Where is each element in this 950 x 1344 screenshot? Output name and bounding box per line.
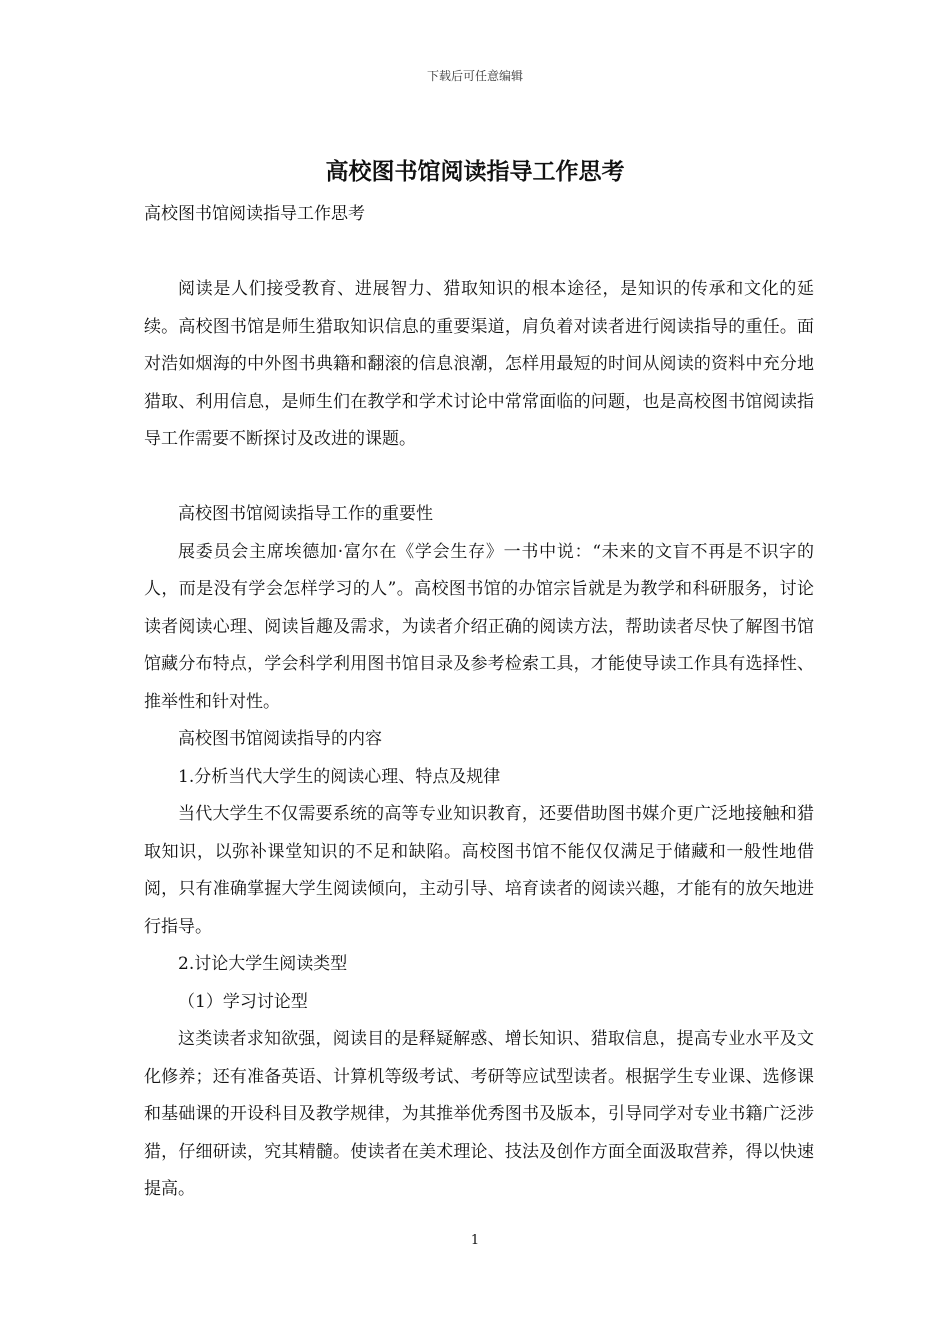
header-note: 下载后可任意编辑 xyxy=(426,69,523,83)
paragraph-importance: 展委员会主席埃德加·富尔在《学会生存》一书中说：“未来的文盲不再是不识字的人，而是没有学会怎样学习的人”。高校图书馆的办馆宗旨就是为教学和科研服务，讨论读者阅读心理、阅读旨趣及需求，为读者介绍正确的阅读方法，帮助读者尽快了解图书馆馆藏分布特点，学会科学利用图书馆目录及参考检索工具，才能使导读工作具有选择性、推举性和针对性。 xyxy=(144,541,814,712)
subsection-heading-2: 2.讨论大学生阅读类型 xyxy=(178,954,348,974)
paragraph-psychology: 当代大学生不仅需要系统的高等专业知识教育，还要借助图书媒介更广泛地接触和猎取知识，以弥补课堂知识的不足和缺陷。高校图书馆不能仅仅满足于储藏和一般性地借阅，只有准确掌握大学生阅读倾向，主动引导、培育读者的阅读兴趣，才能有的放矢地进行指导。 xyxy=(144,804,814,937)
paragraph-gap xyxy=(144,459,814,497)
subsection-heading-2-1: （1）学习讨论型 xyxy=(178,991,308,1012)
document-body xyxy=(144,196,814,1209)
paragraph-intro: 阅读是人们接受教育、进展智力、猎取知识的根本途径，是知识的传承和文化的延续。高校图书馆是师生猎取知识信息的重要渠道，肩负着对读者进行阅读指导的重任。面对浩如烟海的中外图书典籍和翻滚的信息浪潮，怎样用最短的时间从阅读的资料中充分地猎取、利用信息，是师生们在教学和学术讨论中常常面临的问题，也是高校图书馆阅读指导工作需要不断探讨及改进的课题。 xyxy=(144,279,814,449)
paragraph-study-type: 这类读者求知欲强，阅读目的是释疑解惑、增长知识、猎取信息，提高专业水平及文化修养；还有准备英语、计算机等级考试、考研等应试型读者。根据学生专业课、选修课和基础课的开设科目及教学规律，为其推举优秀图书及版本，引导同学对专业书籍广泛涉猎，仔细研读，究其精髓。使读者在美术理论、技法及创作方面全面汲取营养，得以快速提高。 xyxy=(144,1029,814,1199)
document-subtitle: 高校图书馆阅读指导工作思考 xyxy=(144,204,365,224)
page-number: 1 xyxy=(470,1233,480,1248)
document-title: 高校图书馆阅读指导工作思考 xyxy=(325,158,625,185)
section-heading-importance: 高校图书馆阅读指导工作的重要性 xyxy=(178,504,433,524)
section-heading-content: 高校图书馆阅读指导的内容 xyxy=(178,729,382,749)
subsection-heading-1: 1.分析当代大学生的阅读心理、特点及规律 xyxy=(178,766,501,787)
paragraph-gap xyxy=(144,234,814,272)
